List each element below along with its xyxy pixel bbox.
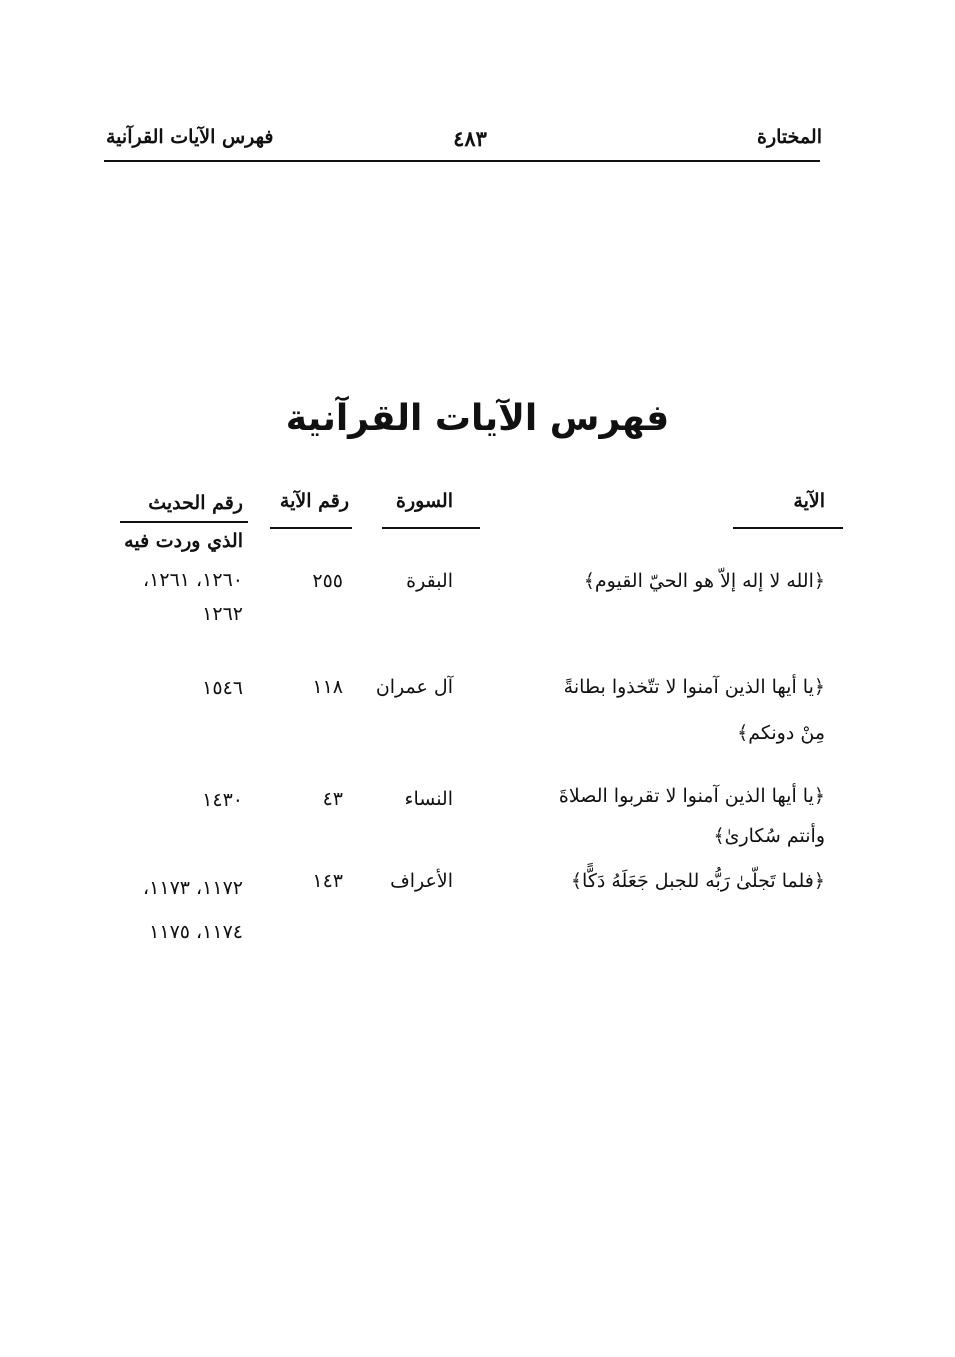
hadith-numbers-line1: ١٥٤٦: [202, 677, 243, 699]
hadith-numbers-line2: ١١٧٤، ١١٧٥: [149, 921, 243, 943]
hadith-numbers: [202, 783, 243, 817]
aya-number: ١٤٣: [312, 870, 343, 892]
hadith-numbers-line1: ١٢٦٠، ١٢٦١،: [143, 569, 243, 591]
aya-text: ﴿يا أيها الذين آمنوا لا تقربوا الصلاةَ: [558, 785, 825, 807]
column-rule-hadith: [120, 521, 248, 523]
hadith-numbers-line1: ١١٧٢، ١١٧٣،: [143, 877, 243, 899]
hadith-numbers: [143, 563, 243, 631]
hadith-numbers-line2: ١٢٦٢: [202, 603, 243, 625]
table-row-aya: [571, 858, 825, 904]
sura-name: النساء: [404, 788, 453, 810]
sura-name: آل عمران: [375, 676, 453, 698]
aya-text: ﴿يا أيها الذين آمنوا لا تتّخذوا بطانةً: [563, 676, 825, 698]
column-rule-aya: [733, 527, 843, 529]
aya-number: ٤٣: [322, 788, 343, 810]
running-header-book: المختارة: [757, 126, 822, 148]
page-number: ٤٨٣: [453, 126, 487, 151]
column-rule-aya-number: [270, 527, 352, 529]
column-header-sura: السورة: [396, 490, 453, 512]
page-title: فهرس الآيات القرآنية: [285, 398, 670, 439]
column-rule-sura: [382, 527, 480, 529]
aya-text-continued: وأنتم سُكارىٰ﴾: [713, 825, 825, 847]
sura-name: الأعراف: [390, 870, 453, 892]
column-header-aya: الآية: [793, 490, 825, 512]
aya-text: ﴿فلما تَجلّىٰ رَبُّه للجبل جَعَلَهُ دَكًّا﴾: [570, 870, 825, 892]
table-row-aya: [559, 776, 825, 856]
aya-text: ﴿الله لا إله إلاّ هو الحيّ القيوم﴾: [583, 570, 825, 592]
aya-text-continued: مِنْ دونكم﴾: [737, 722, 825, 744]
column-header-hadith-line2: الذي وردت فيه: [124, 530, 243, 552]
hadith-numbers: [202, 671, 243, 705]
sura-name: البقرة: [406, 570, 453, 592]
table-row-aya: [564, 664, 825, 756]
column-header-aya-number: رقم الآية: [279, 490, 349, 512]
hadith-numbers: [143, 866, 243, 954]
hadith-numbers-line1: ١٤٣٠: [202, 789, 243, 811]
running-header-section: فهرس الآيات القرآنية: [106, 126, 274, 148]
aya-number: ١١٨: [312, 676, 343, 698]
header-rule: [104, 160, 820, 162]
table-row-aya: [584, 558, 825, 604]
column-header-hadith-line1: رقم الحديث: [148, 492, 243, 514]
aya-number: ٢٥٥: [312, 570, 343, 592]
